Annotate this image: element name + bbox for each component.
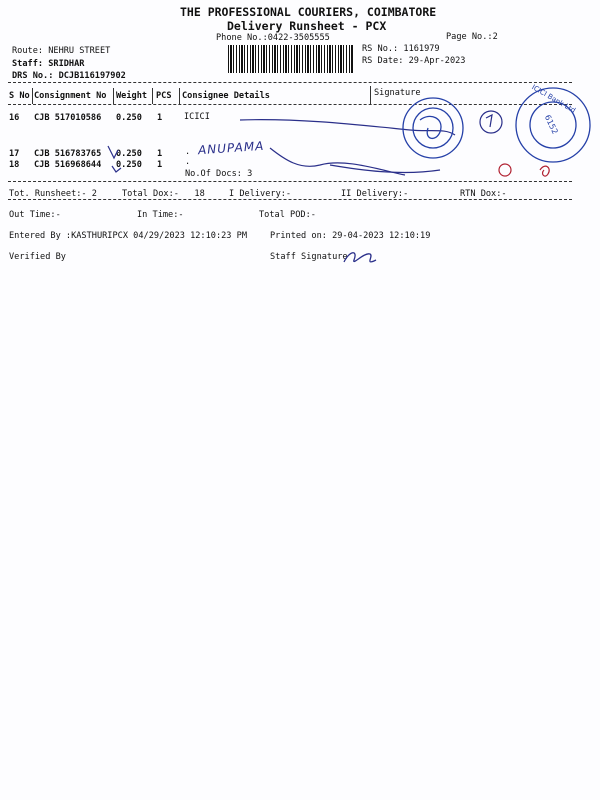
header-signature: Signature: [374, 88, 421, 98]
summary-rule: [8, 199, 572, 200]
document-subtitle: Delivery Runsheet - PCX: [227, 19, 387, 33]
entered-by: Entered By :KASTHURIPCX 04/29/2023 12:10:23 PM: [9, 231, 247, 241]
row-consignee: .: [185, 147, 191, 157]
row-pcs: 1: [157, 160, 163, 170]
row-consignment: CJB 517010586: [34, 113, 102, 123]
header-consignment: Consignment No: [34, 91, 107, 101]
return-dox: RTN Dox:-: [460, 189, 507, 199]
row-consignment: CJB 516783765: [34, 149, 102, 159]
header-consignee: Consignee Details: [182, 91, 270, 101]
rs-number: RS No.: 1161979: [362, 44, 440, 54]
total-runsheet: Tot. Runsheet:- 2: [9, 189, 97, 199]
in-time: In Time:-: [137, 210, 184, 220]
route: Route: NEHRU STREET: [12, 46, 111, 56]
row-consignment: CJB 516968644: [34, 160, 102, 170]
row-pcs: 1: [157, 149, 163, 159]
delivery-stamps: [0, 0, 600, 200]
no-of-docs: No.Of Docs: 3: [185, 169, 253, 179]
printed-on: Printed on: 29-04-2023 12:10:19: [270, 231, 431, 241]
verified-by: Verified By: [9, 252, 66, 262]
stamp-code: 6152: [542, 113, 560, 136]
row-sno: 16: [9, 113, 20, 123]
row-weight: 0.250: [116, 149, 142, 159]
phone-number: Phone No.:0422-3505555: [216, 33, 330, 43]
header-pcs: PCS: [156, 91, 172, 101]
handwritten-recipient-name: ANUPAMA: [197, 138, 265, 158]
second-delivery: II Delivery:-: [341, 189, 409, 199]
total-pod: Total POD:-: [259, 210, 316, 220]
stamp-text: ICICI Bank Ltd: [530, 83, 577, 115]
staff-name: Staff: SRIDHAR: [12, 59, 85, 69]
row-consignee: .: [185, 157, 191, 167]
header-weight: Weight: [116, 91, 148, 101]
out-time: Out Time:-: [9, 210, 61, 220]
drs-number: DRS No.: DCJB116197902: [12, 71, 126, 81]
row-sno: 18: [9, 160, 20, 170]
page-number: Page No.:2: [446, 32, 498, 42]
header-sno: S No: [9, 91, 30, 101]
document-title: THE PROFESSIONAL COURIERS, COIMBATORE: [180, 5, 437, 19]
row-weight: 0.250: [116, 113, 142, 123]
rs-date: RS Date: 29-Apr-2023: [362, 56, 466, 66]
row-consignee: ICICI: [184, 112, 210, 122]
staff-signature-scribble: [340, 246, 380, 270]
row-weight: 0.250: [116, 160, 142, 170]
staff-signature-label: Staff Signature: [270, 252, 348, 262]
total-dox: Total Dox:- 18: [122, 189, 205, 199]
row-pcs: 1: [157, 113, 163, 123]
first-delivery: I Delivery:-: [229, 189, 292, 199]
row-sno: 17: [9, 149, 20, 159]
bank-stamp-left: [403, 98, 463, 158]
